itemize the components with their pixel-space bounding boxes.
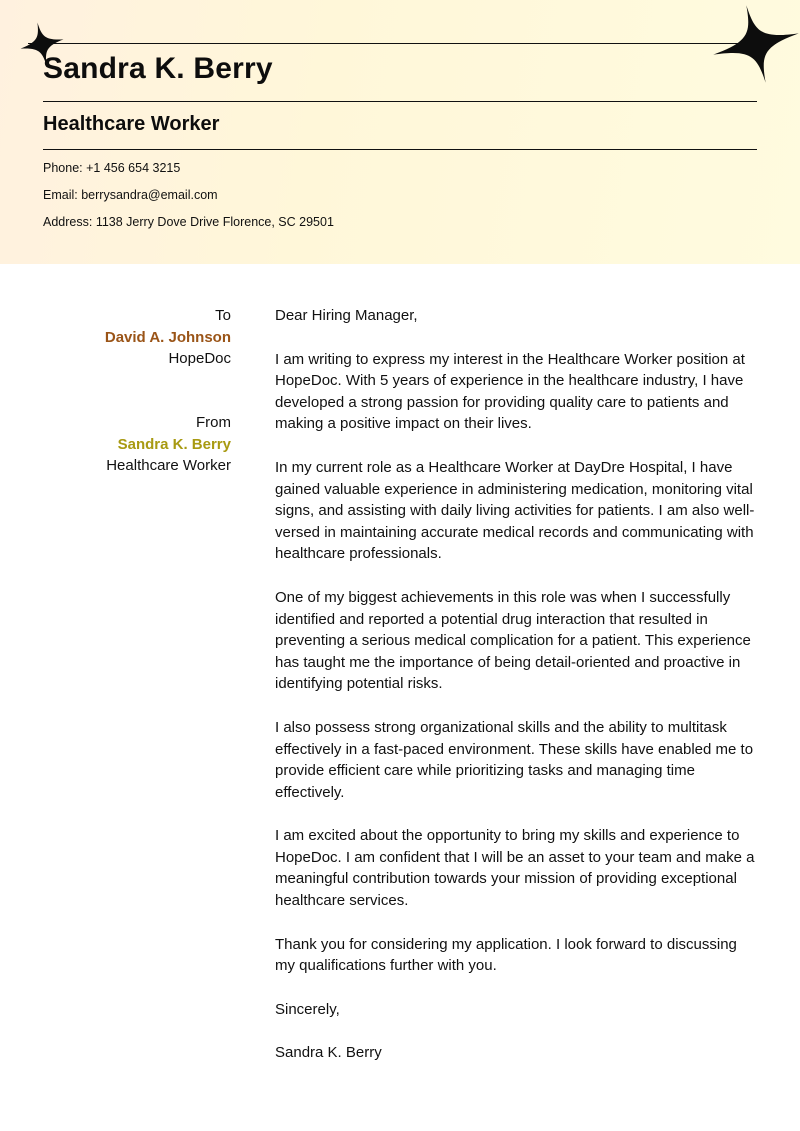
address-value: 1138 Jerry Dove Drive Florence, SC 29501 xyxy=(95,215,334,229)
letter-body xyxy=(275,305,759,1086)
letter-paragraph: I am excited about the opportunity to bring my skills and experience to HopeDoc. I am confident that I will be an asset to your team and make a meaningful contribution towards your mission of providing exceptional healthcare services. xyxy=(275,827,755,910)
letter-paragraph: One of my biggest achievements in this role was when I successfully identified and reported a potential drug interaction that resulted in preventing a serious medical complication for a patient. This experience has taught me the importance of being detail-oriented and proactive in identifying potential risks. xyxy=(275,588,751,693)
recipient-name: David A. Johnson xyxy=(104,328,231,346)
applicant-name: Sandra K. Berry xyxy=(43,52,273,85)
phone-value: +1 456 654 3215 xyxy=(86,161,181,175)
phone-label: Phone: xyxy=(43,161,83,175)
signature: Sandra K. Berry xyxy=(275,1044,382,1062)
decorative-line xyxy=(28,43,776,44)
contact-address xyxy=(43,215,334,229)
closing: Sincerely, xyxy=(275,1000,340,1018)
recipient-company: HopeDoc xyxy=(168,350,231,367)
to-label: To xyxy=(215,307,231,324)
from-label: From xyxy=(196,414,231,431)
salutation: Dear Hiring Manager, xyxy=(275,307,418,324)
contact-phone xyxy=(43,161,180,175)
letter-paragraph: In my current role as a Healthcare Worker at DayDre Hospital, I have gained valuable experience in administering medication, monitoring vital signs, and assisting with daily living activities for patients. I am also well-versed in maintaining accurate medical records and communicating with healthcare professionals. xyxy=(275,458,755,563)
sparkle-star-icon xyxy=(712,4,800,84)
sender-name: Sandra K. Berry xyxy=(117,435,231,453)
sender-title: Healthcare Worker xyxy=(106,457,231,474)
recipient-block xyxy=(60,305,231,370)
letter-paragraph: I also possess strong organizational skills and the ability to multitask effectively in a fast-paced environment. These skills have enabled me to provide efficient care while prioritizing tasks and managing time effectively. xyxy=(275,718,754,801)
contact-email xyxy=(43,188,218,202)
header-banner xyxy=(0,0,800,264)
letter-paragraph: Thank you for considering my application. I look forward to discussing my qualifications further with you. xyxy=(275,935,737,975)
divider xyxy=(43,101,757,102)
letter-paragraph: I am writing to express my interest in the Healthcare Worker position at HopeDoc. With 5 years of experience in the healthcare industry, I have developed a strong passion for providing quality care to patients and making a positive impact on their lives. xyxy=(275,350,745,433)
email-label: Email: xyxy=(43,188,78,202)
sender-block xyxy=(60,412,231,477)
address-label: Address: xyxy=(43,215,93,229)
divider xyxy=(43,149,757,150)
email-value: berrysandra@email.com xyxy=(81,188,218,202)
job-title: Healthcare Worker xyxy=(43,113,220,135)
